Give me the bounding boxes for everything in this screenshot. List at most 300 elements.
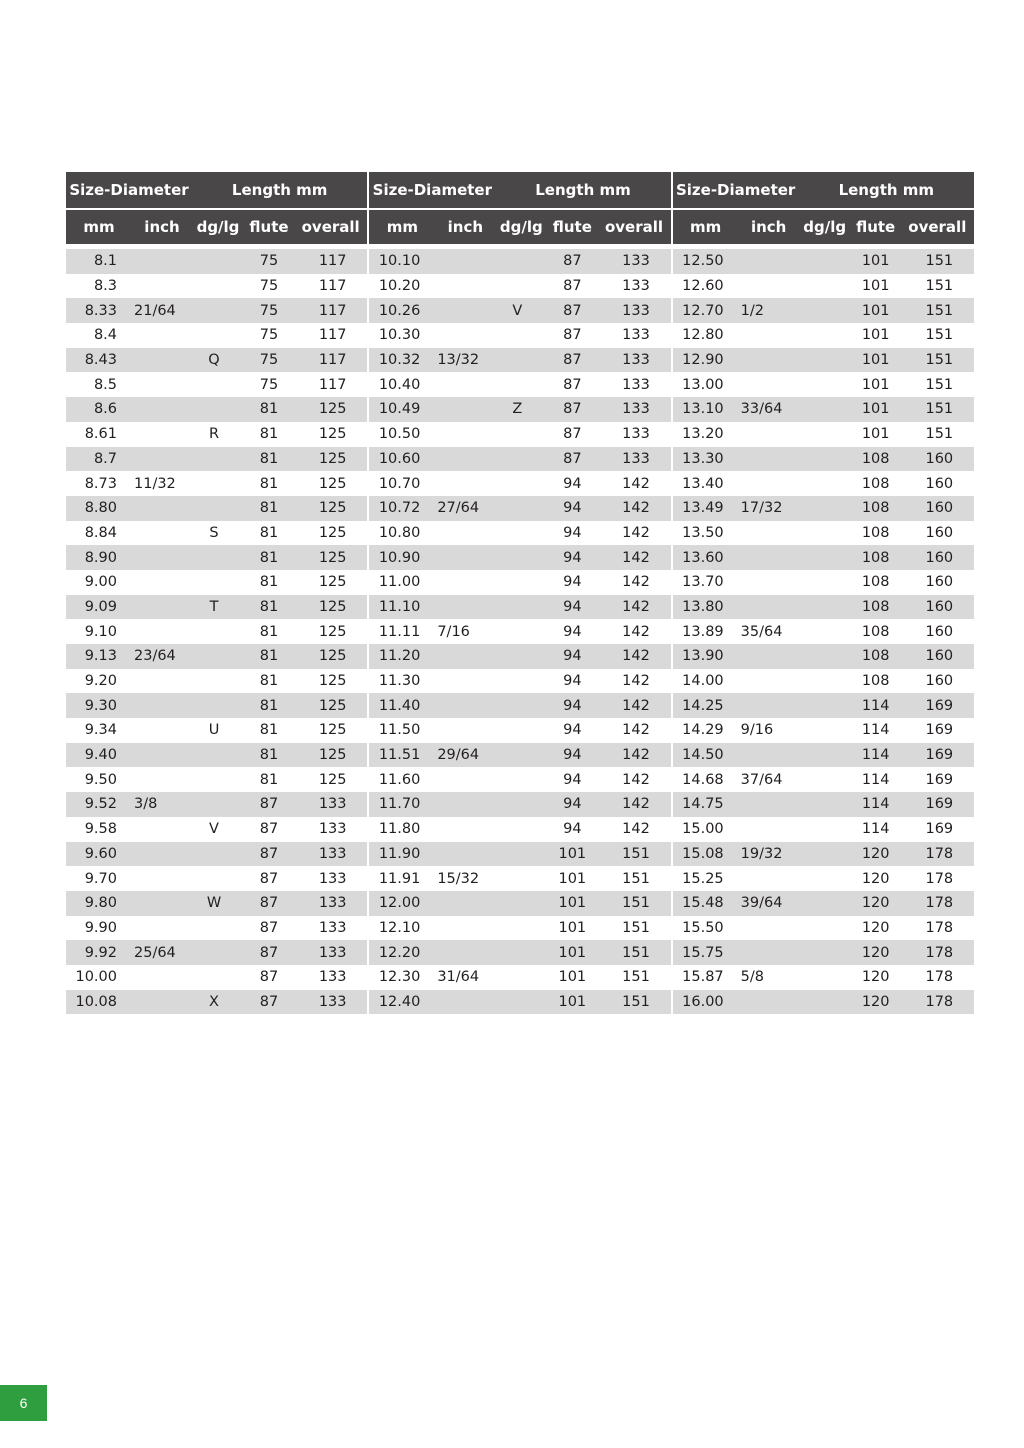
dg-cell	[799, 545, 851, 570]
overall-cell: 169	[925, 722, 954, 739]
dg-cell	[495, 496, 547, 521]
inch-cell	[435, 669, 495, 694]
inch-cell	[132, 619, 192, 644]
mm-cell: 15.87	[682, 969, 724, 986]
inch-cell	[435, 916, 495, 941]
dg-cell	[799, 916, 851, 941]
dg-cell	[192, 743, 244, 768]
mm-cell: 15.25	[682, 870, 724, 887]
mm-cell: 9.20	[84, 673, 117, 690]
overall-cell: 117	[318, 302, 347, 319]
flute-cell: 114	[861, 722, 890, 739]
flute-cell: 94	[563, 722, 582, 739]
row-block	[369, 348, 672, 373]
col-mm-header: mm	[386, 218, 418, 236]
flute-cell: 87	[563, 253, 582, 270]
mm-cell: 10.49	[378, 401, 421, 418]
flute-cell: 81	[259, 524, 279, 541]
mm-cell: 11.00	[378, 574, 421, 591]
dg-cell	[192, 496, 244, 521]
inch-cell	[132, 348, 192, 373]
inch-cell	[132, 570, 192, 595]
dg-cell	[192, 693, 244, 718]
row-block	[369, 990, 672, 1015]
inch-cell	[435, 471, 495, 496]
overall-cell: 142	[622, 623, 650, 640]
flute-cell: 101	[558, 919, 587, 936]
row-block	[369, 817, 672, 842]
mm-cell: 14.50	[682, 747, 724, 764]
inch-cell	[739, 422, 799, 447]
flute-cell: 101	[861, 352, 890, 369]
column-header-row	[66, 210, 974, 244]
inch-cell: 39/64	[740, 895, 783, 912]
row-block	[66, 496, 369, 521]
dg-cell	[799, 496, 851, 521]
flute-cell: 94	[563, 549, 582, 566]
overall-cell: 160	[925, 598, 954, 615]
flute-cell: 108	[861, 500, 890, 517]
row-block	[673, 521, 974, 546]
dg-cell	[799, 940, 851, 965]
row-block	[369, 669, 672, 694]
overall-cell: 151	[925, 253, 954, 270]
row-block	[66, 669, 369, 694]
dg-cell	[192, 767, 244, 792]
inch-cell: 9/16	[740, 722, 774, 739]
dg-cell	[799, 323, 851, 348]
inch-cell: 7/16	[437, 623, 470, 640]
flute-cell: 114	[861, 796, 890, 813]
inch-cell	[739, 595, 799, 620]
flute-cell: 120	[861, 845, 890, 862]
overall-cell: 142	[622, 574, 650, 591]
overall-cell: 142	[622, 722, 650, 739]
flute-cell: 120	[861, 944, 890, 961]
overall-cell: 151	[925, 426, 954, 443]
overall-cell: 117	[318, 253, 347, 270]
mm-cell: 14.25	[682, 697, 724, 714]
dg-cell	[799, 743, 851, 768]
inch-cell	[132, 372, 192, 397]
table-row	[66, 940, 974, 965]
flute-cell: 87	[259, 870, 279, 887]
dg-cell	[192, 447, 244, 472]
row-block	[369, 940, 672, 965]
mm-cell: 8.43	[84, 352, 117, 369]
row-block	[673, 916, 974, 941]
flute-cell: 94	[563, 524, 582, 541]
mm-cell: 9.60	[84, 845, 117, 862]
inch-cell	[739, 323, 799, 348]
inch-cell	[132, 718, 192, 743]
row-block	[66, 372, 369, 397]
drill-size-table	[66, 172, 974, 1014]
row-block	[673, 644, 974, 669]
overall-cell: 142	[622, 771, 650, 788]
dg-cell	[495, 743, 547, 768]
dg-cell	[192, 249, 244, 274]
overall-cell: 117	[318, 376, 347, 393]
mm-cell: 12.90	[682, 352, 724, 369]
flute-cell: 101	[558, 944, 587, 961]
flute-cell: 94	[563, 500, 582, 517]
mm-cell: 9.70	[84, 870, 117, 887]
dg-cell	[799, 298, 851, 323]
mm-cell: 11.20	[378, 648, 421, 665]
mm-cell: 9.00	[84, 574, 117, 591]
inch-cell	[435, 817, 495, 842]
mm-cell: 10.80	[378, 524, 421, 541]
table-row	[66, 965, 974, 990]
overall-cell: 133	[622, 401, 650, 418]
inch-cell	[132, 693, 192, 718]
row-block	[369, 718, 672, 743]
col-inch-header: inch	[447, 218, 484, 236]
overall-cell: 151	[622, 993, 650, 1010]
mm-cell: 13.49	[682, 500, 724, 517]
flute-cell: 81	[259, 673, 279, 690]
overall-cell: 169	[925, 821, 954, 838]
overall-cell: 160	[925, 549, 954, 566]
overall-cell: 142	[622, 821, 650, 838]
group-header-block	[673, 172, 974, 208]
row-block	[369, 595, 672, 620]
mm-cell: 10.08	[75, 993, 117, 1010]
inch-cell: 3/8	[134, 796, 158, 813]
inch-cell	[435, 767, 495, 792]
inch-cell	[132, 866, 192, 891]
inch-cell	[132, 767, 192, 792]
table-row	[66, 298, 974, 323]
dg-cell	[495, 792, 547, 817]
flute-cell: 87	[259, 993, 279, 1010]
inch-cell	[435, 545, 495, 570]
mm-cell: 9.90	[84, 919, 117, 936]
flute-cell: 81	[259, 623, 279, 640]
overall-cell: 117	[318, 352, 347, 369]
row-block	[66, 447, 369, 472]
flute-cell: 94	[563, 673, 582, 690]
inch-cell	[132, 990, 192, 1015]
overall-cell: 125	[318, 475, 347, 492]
row-block	[369, 743, 672, 768]
overall-cell: 151	[925, 352, 954, 369]
overall-cell: 160	[925, 648, 954, 665]
column-header-block	[673, 210, 974, 244]
inch-cell	[435, 693, 495, 718]
flute-cell: 87	[259, 895, 279, 912]
overall-cell: 125	[318, 524, 347, 541]
inch-cell	[739, 669, 799, 694]
dg-cell	[799, 372, 851, 397]
row-block	[369, 298, 672, 323]
dg-cell	[495, 940, 547, 965]
overall-cell: 178	[925, 969, 954, 986]
inch-cell	[435, 521, 495, 546]
column-header-block	[369, 210, 672, 244]
row-block	[369, 496, 672, 521]
row-block	[673, 817, 974, 842]
mm-cell: 12.20	[378, 944, 421, 961]
overall-cell: 151	[925, 401, 954, 418]
flute-cell: 101	[558, 895, 587, 912]
dg-cell	[799, 965, 851, 990]
flute-cell: 120	[861, 993, 890, 1010]
row-block	[369, 274, 672, 299]
table-row	[66, 916, 974, 941]
overall-cell: 151	[925, 376, 954, 393]
flute-cell: 94	[563, 771, 582, 788]
row-block	[66, 891, 369, 916]
flute-cell: 87	[259, 944, 279, 961]
dg-cell	[192, 397, 244, 422]
row-block	[66, 990, 369, 1015]
inch-cell	[739, 990, 799, 1015]
row-block	[66, 422, 369, 447]
row-block	[673, 447, 974, 472]
dg-cell	[799, 274, 851, 299]
row-block	[369, 397, 672, 422]
inch-cell	[132, 891, 192, 916]
overall-cell: 117	[318, 278, 347, 295]
row-block	[673, 595, 974, 620]
table-row	[66, 669, 974, 694]
flute-cell: 94	[563, 648, 582, 665]
flute-cell: 87	[259, 845, 279, 862]
overall-cell: 125	[318, 623, 347, 640]
row-block	[66, 940, 369, 965]
inch-cell	[739, 916, 799, 941]
flute-cell: 120	[861, 895, 890, 912]
dg-cell	[495, 570, 547, 595]
mm-cell: 11.50	[378, 722, 421, 739]
dg-cell: T	[209, 598, 219, 615]
mm-cell: 8.1	[93, 253, 117, 270]
row-block	[369, 866, 672, 891]
overall-cell: 151	[622, 845, 650, 862]
inch-cell	[132, 496, 192, 521]
mm-cell: 9.58	[84, 821, 117, 838]
table-row	[66, 842, 974, 867]
dg-cell	[192, 298, 244, 323]
col-mm-header: mm	[83, 218, 115, 236]
size-diameter-heading: Size-Diameter	[372, 181, 492, 199]
flute-cell: 94	[563, 623, 582, 640]
flute-cell: 108	[861, 623, 890, 640]
col-overall-header: overall	[908, 218, 967, 236]
inch-cell	[739, 249, 799, 274]
dg-cell: S	[209, 524, 219, 541]
table-row	[66, 521, 974, 546]
flute-cell: 81	[259, 500, 279, 517]
row-block	[66, 644, 369, 669]
mm-cell: 13.90	[682, 648, 724, 665]
flute-cell: 101	[861, 426, 890, 443]
mm-cell: 8.4	[93, 327, 117, 344]
mm-cell: 9.09	[84, 598, 117, 615]
col-overall-header: overall	[604, 218, 664, 236]
flute-cell: 94	[563, 796, 582, 813]
size-diameter-heading: Size-Diameter	[675, 181, 796, 199]
row-block	[66, 866, 369, 891]
mm-cell: 12.00	[378, 895, 421, 912]
mm-cell: 11.11	[378, 623, 421, 640]
overall-cell: 169	[925, 697, 954, 714]
inch-cell	[435, 595, 495, 620]
inch-cell	[132, 422, 192, 447]
flute-cell: 87	[563, 426, 582, 443]
table-row	[66, 792, 974, 817]
flute-cell: 75	[259, 327, 279, 344]
flute-cell: 108	[861, 549, 890, 566]
flute-cell: 81	[259, 747, 279, 764]
group-header-block	[369, 172, 672, 208]
table-row	[66, 249, 974, 274]
flute-cell: 101	[861, 327, 890, 344]
row-block	[66, 693, 369, 718]
overall-cell: 133	[318, 845, 347, 862]
row-block	[369, 644, 672, 669]
overall-cell: 125	[318, 722, 347, 739]
flute-cell: 114	[861, 697, 890, 714]
column-header-block	[66, 210, 369, 244]
flute-cell: 87	[563, 302, 582, 319]
dg-cell	[495, 842, 547, 867]
mm-cell: 14.68	[682, 771, 724, 788]
dg-cell	[799, 792, 851, 817]
row-block	[673, 397, 974, 422]
mm-cell: 15.00	[682, 821, 724, 838]
dg-cell	[495, 521, 547, 546]
overall-cell: 169	[925, 771, 954, 788]
dg-cell: W	[206, 895, 222, 912]
inch-cell	[132, 743, 192, 768]
overall-cell: 160	[925, 475, 954, 492]
mm-cell: 13.40	[682, 475, 724, 492]
row-block	[66, 718, 369, 743]
mm-cell: 9.80	[84, 895, 117, 912]
group-header-block	[66, 172, 369, 208]
inch-cell	[435, 397, 495, 422]
dg-cell	[799, 866, 851, 891]
mm-cell: 13.20	[682, 426, 724, 443]
flute-cell: 75	[259, 278, 279, 295]
row-block	[673, 842, 974, 867]
overall-cell: 142	[622, 475, 650, 492]
inch-cell	[739, 348, 799, 373]
dg-cell	[799, 348, 851, 373]
mm-cell: 10.70	[378, 475, 421, 492]
overall-cell: 125	[318, 697, 347, 714]
mm-cell: 13.89	[682, 623, 724, 640]
flute-cell: 81	[259, 598, 279, 615]
inch-cell: 27/64	[437, 500, 480, 517]
row-block	[369, 570, 672, 595]
mm-cell: 9.50	[84, 771, 117, 788]
overall-cell: 133	[622, 376, 650, 393]
mm-cell: 9.40	[84, 747, 117, 764]
row-block	[369, 545, 672, 570]
row-block	[66, 965, 369, 990]
row-block	[66, 249, 369, 274]
mm-cell: 11.80	[378, 821, 421, 838]
overall-cell: 133	[318, 870, 347, 887]
inch-cell	[739, 817, 799, 842]
dg-cell	[799, 595, 851, 620]
flute-cell: 87	[259, 969, 279, 986]
flute-cell: 101	[558, 845, 587, 862]
overall-cell: 133	[622, 426, 650, 443]
dg-cell: Q	[208, 352, 220, 369]
dg-cell	[495, 323, 547, 348]
row-block	[673, 619, 974, 644]
overall-cell: 151	[622, 895, 650, 912]
mm-cell: 8.90	[84, 549, 117, 566]
row-block	[673, 965, 974, 990]
row-block	[66, 471, 369, 496]
row-block	[369, 323, 672, 348]
dg-cell	[495, 274, 547, 299]
dg-cell	[799, 397, 851, 422]
inch-cell	[739, 693, 799, 718]
flute-cell: 101	[861, 376, 890, 393]
dg-cell	[495, 422, 547, 447]
inch-cell: 19/32	[740, 845, 783, 862]
overall-cell: 125	[318, 648, 347, 665]
dg-cell	[192, 619, 244, 644]
overall-cell: 142	[622, 524, 650, 541]
row-block	[673, 274, 974, 299]
overall-cell: 125	[318, 450, 347, 467]
length-heading: Length mm	[535, 181, 631, 199]
row-block	[66, 817, 369, 842]
dg-cell	[799, 570, 851, 595]
dg-cell: X	[209, 993, 219, 1010]
row-block	[369, 471, 672, 496]
overall-cell: 151	[925, 302, 954, 319]
flute-cell: 94	[563, 697, 582, 714]
inch-cell	[435, 718, 495, 743]
overall-cell: 178	[925, 870, 954, 887]
col-mm-header: mm	[690, 218, 722, 236]
row-block	[673, 348, 974, 373]
mm-cell: 12.60	[682, 278, 724, 295]
inch-cell	[435, 842, 495, 867]
mm-cell: 13.30	[682, 450, 724, 467]
inch-cell: 23/64	[134, 648, 176, 665]
flute-cell: 81	[259, 401, 279, 418]
overall-cell: 160	[925, 673, 954, 690]
flute-cell: 87	[563, 352, 582, 369]
flute-cell: 87	[259, 796, 279, 813]
overall-cell: 133	[622, 327, 650, 344]
mm-cell: 9.92	[84, 944, 117, 961]
table-row	[66, 619, 974, 644]
overall-cell: 151	[925, 327, 954, 344]
mm-cell: 13.70	[682, 574, 724, 591]
dg-cell	[799, 693, 851, 718]
mm-cell: 13.10	[682, 401, 724, 418]
row-block	[673, 298, 974, 323]
mm-cell: 8.6	[93, 401, 117, 418]
mm-cell: 8.33	[84, 302, 117, 319]
inch-cell: 37/64	[740, 771, 783, 788]
inch-cell: 21/64	[134, 302, 176, 319]
row-block	[673, 496, 974, 521]
dg-cell	[192, 842, 244, 867]
dg-cell	[799, 842, 851, 867]
